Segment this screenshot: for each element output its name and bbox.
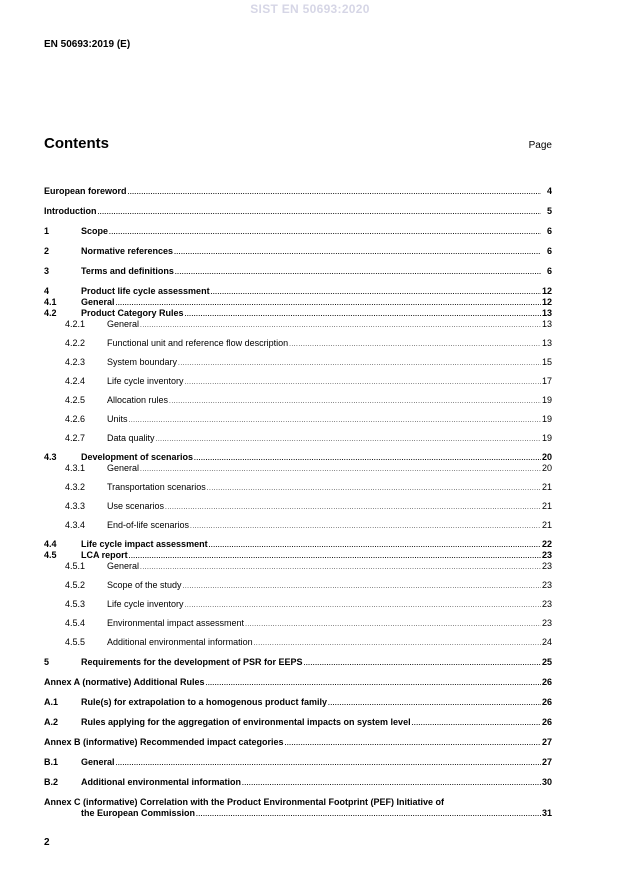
toc-entry-number: A.1	[44, 697, 59, 707]
toc-entry-title: Use scenarios	[107, 501, 165, 511]
toc-entry-page: 4	[546, 186, 552, 196]
toc-leader	[165, 502, 541, 513]
toc-entry-page: 26	[541, 677, 552, 687]
toc-entry-title: Units	[107, 414, 128, 424]
toc-entry-number: 4.4	[44, 539, 57, 549]
toc-entry-page: 12	[541, 286, 552, 296]
toc-entry-annex-c[interactable]	[44, 797, 552, 808]
toc-entry-number: 4.3	[44, 452, 57, 462]
toc-entry-title: Life cycle impact assessment	[81, 539, 208, 549]
toc-leader	[289, 339, 541, 350]
toc-entry-4-5-3[interactable]	[44, 599, 552, 611]
toc-entry-number: 4.1	[44, 297, 57, 307]
toc-entry-number: 4.2.6	[65, 414, 86, 424]
toc-entry-title: LCA report	[81, 550, 128, 560]
toc-leader	[109, 227, 541, 238]
toc-entry-page: 23	[541, 599, 552, 609]
toc-entry-4-2-7[interactable]	[44, 433, 552, 445]
toc-entry-page: 5	[546, 206, 552, 216]
toc-entry-page: 6	[546, 226, 552, 236]
toc-leader	[207, 483, 541, 494]
page-column-label: Page	[528, 140, 552, 151]
toc-entry-number: 4.2.1	[65, 319, 86, 329]
toc-entry-number: 4.5.1	[65, 561, 86, 571]
toc-entry-title: Normative references	[81, 246, 174, 256]
toc-entry-4-2-1[interactable]	[44, 319, 552, 331]
toc-entry-title: General	[81, 297, 115, 307]
toc-entry-page: 19	[541, 414, 552, 424]
toc-entry-page: 17	[541, 376, 552, 386]
toc-entry-page: 13	[541, 319, 552, 329]
toc-entry-number: B.1	[44, 757, 59, 767]
toc-entry-page: 13	[541, 338, 552, 348]
toc-entry-number: 4	[44, 286, 50, 296]
toc-entry-number: 4.2.7	[65, 433, 86, 443]
toc-entry-number: 4.3.3	[65, 501, 86, 511]
footer-page-number: 2	[44, 837, 50, 848]
toc-leader	[242, 778, 541, 789]
toc-leader	[245, 619, 541, 630]
toc-leader	[140, 562, 541, 573]
toc-entry-title: Product life cycle assessment	[81, 286, 210, 296]
toc-entry-title: Transportation scenarios	[107, 482, 206, 492]
toc-entry-4-3-4[interactable]	[44, 520, 552, 532]
toc-entry-title: General	[107, 463, 140, 473]
toc-entry-title: Product Category Rules	[81, 308, 184, 318]
toc-entry-page: 23	[541, 550, 552, 560]
toc-entry-page: 20	[541, 463, 552, 473]
toc-entry-annex-b[interactable]	[44, 737, 552, 749]
toc-entry-page: 15	[541, 357, 552, 367]
document-id: EN 50693:2019 (E)	[44, 39, 131, 50]
toc-entry-page: 6	[546, 246, 552, 256]
toc-entry-page: 12	[541, 297, 552, 307]
toc-leader	[206, 678, 541, 689]
toc-entry-page: 26	[541, 717, 552, 727]
toc-entry-number: 4.2.5	[65, 395, 86, 405]
toc-entry-number: 4.5.3	[65, 599, 86, 609]
toc-leader	[185, 377, 541, 388]
toc-entry-4-2-5[interactable]	[44, 395, 552, 407]
table-of-contents	[44, 186, 552, 820]
toc-leader	[190, 521, 541, 532]
toc-entry-title: Annex C (informative) Correlation with the Product Environmental Footprint (PEF) Initiative of	[44, 797, 445, 807]
toc-entry-page: 30	[541, 777, 552, 787]
toc-entry-page: 26	[541, 697, 552, 707]
toc-entry-title: the European Commission	[81, 808, 196, 818]
toc-entry-page: 27	[541, 737, 552, 747]
toc-leader	[328, 698, 541, 709]
toc-entry-page: 6	[546, 266, 552, 276]
toc-leader	[169, 396, 541, 407]
toc-entry-title: Scope	[81, 226, 109, 236]
toc-entry-4-2-2[interactable]	[44, 338, 552, 350]
toc-entry-4-5-1[interactable]	[44, 561, 552, 573]
toc-leader	[175, 267, 541, 278]
toc-entry-title: Development of scenarios	[81, 452, 194, 462]
toc-leader	[178, 358, 541, 369]
toc-entry-1[interactable]	[44, 226, 552, 238]
toc-leader	[140, 464, 541, 475]
toc-entry-4-2-3[interactable]	[44, 357, 552, 369]
toc-entry-page: 27	[541, 757, 552, 767]
toc-entry-number: 1	[44, 226, 50, 236]
toc-entry-number: 4.2	[44, 308, 57, 318]
toc-leader	[129, 415, 541, 426]
toc-leader	[304, 658, 541, 669]
toc-entry-page: 31	[541, 808, 552, 818]
toc-entry-title: Additional environmental information	[107, 637, 253, 647]
toc-entry-number: 4.5	[44, 550, 57, 560]
toc-entry-title: Annex B (informative) Recommended impact categories	[44, 737, 284, 747]
toc-entry-number: 4.3.4	[65, 520, 86, 530]
toc-entry-4-2-4[interactable]	[44, 376, 552, 388]
toc-entry-4-3-2[interactable]	[44, 482, 552, 494]
toc-leader	[185, 600, 541, 611]
toc-entry-2[interactable]	[44, 246, 552, 258]
toc-entry-annex-a[interactable]	[44, 677, 552, 689]
toc-entry-title: Rule(s) for extrapolation to a homogenous product family	[81, 697, 328, 707]
contents-title: Contents	[44, 135, 109, 152]
toc-leader	[128, 187, 541, 198]
toc-entry-a-1[interactable]	[44, 697, 552, 709]
toc-entry-title: Rules applying for the aggregation of environmental impacts on system level	[81, 717, 411, 727]
watermark: SIST EN 50693:2020	[250, 2, 370, 16]
toc-entry-page: 24	[541, 637, 552, 647]
toc-entry-title: General	[107, 319, 140, 329]
toc-entry-title: Terms and definitions	[81, 266, 174, 276]
toc-entry-page: 21	[541, 520, 552, 530]
toc-entry-title: Additional environmental information	[81, 777, 242, 787]
toc-leader	[196, 809, 541, 820]
toc-entry-title: European foreword	[44, 186, 127, 196]
toc-entry-title: Scope of the study	[107, 580, 182, 590]
toc-entry-number: 2	[44, 246, 50, 256]
toc-entry-page: 22	[541, 539, 552, 549]
toc-entry-b-1[interactable]	[44, 757, 552, 769]
toc-entry-title: General	[81, 757, 115, 767]
toc-entry-number: 4.3.2	[65, 482, 86, 492]
toc-entry-number: 3	[44, 266, 50, 276]
toc-entry-title: Life cycle inventory	[107, 599, 184, 609]
toc-leader	[285, 738, 541, 749]
toc-leader	[174, 247, 541, 258]
toc-entry-title: Life cycle inventory	[107, 376, 184, 386]
toc-entry-title: Allocation rules	[107, 395, 169, 405]
toc-entry-4-3-3[interactable]	[44, 501, 552, 513]
toc-entry-number: 4.5.2	[65, 580, 86, 590]
toc-entry-title: Functional unit and reference flow description	[107, 338, 289, 348]
toc-leader	[183, 581, 541, 592]
toc-entry-title: Requirements for the development of PSR for EEPS	[81, 657, 303, 667]
toc-entry-4-5-2[interactable]	[44, 580, 552, 592]
toc-leader	[140, 320, 541, 331]
toc-entry-page: 23	[541, 580, 552, 590]
toc-entry-b-2[interactable]	[44, 777, 552, 789]
toc-entry-4-5-4[interactable]	[44, 618, 552, 630]
toc-entry-annex-c-continued[interactable]	[44, 808, 552, 820]
toc-entry-introduction[interactable]	[44, 206, 552, 218]
toc-entry-title: General	[107, 561, 140, 571]
toc-leader	[98, 207, 542, 218]
toc-entry-page: 19	[541, 395, 552, 405]
toc-entry-title: System boundary	[107, 357, 178, 367]
toc-entry-number: 4.3.1	[65, 463, 86, 473]
toc-entry-european-foreword[interactable]	[44, 186, 552, 198]
toc-entry-title: End-of-life scenarios	[107, 520, 190, 530]
toc-entry-4-2-6[interactable]	[44, 414, 552, 426]
toc-entry-4-3-1[interactable]	[44, 463, 552, 475]
toc-entry-page: 21	[541, 482, 552, 492]
toc-entry-number: 5	[44, 657, 50, 667]
toc-entry-title: Annex A (normative) Additional Rules	[44, 677, 205, 687]
toc-leader	[116, 758, 541, 769]
toc-entry-page: 23	[541, 618, 552, 628]
toc-leader	[254, 638, 541, 649]
toc-entry-page: 21	[541, 501, 552, 511]
toc-entry-number: 4.5.4	[65, 618, 86, 628]
toc-entry-number: A.2	[44, 717, 59, 727]
toc-entry-4-5-5[interactable]	[44, 637, 552, 649]
toc-entry-page: 19	[541, 433, 552, 443]
toc-entry-page: 13	[541, 308, 552, 318]
toc-entry-3[interactable]	[44, 266, 552, 278]
toc-entry-5[interactable]	[44, 657, 552, 669]
toc-entry-number: 4.2.3	[65, 357, 86, 367]
toc-entry-number: B.2	[44, 777, 59, 787]
toc-leader	[412, 718, 541, 729]
toc-entry-title: Introduction	[44, 206, 97, 216]
toc-entry-title: Data quality	[107, 433, 155, 443]
toc-entry-page: 20	[541, 452, 552, 462]
toc-entry-title: Environmental impact assessment	[107, 618, 245, 628]
toc-leader	[156, 434, 541, 445]
toc-entry-a-2[interactable]	[44, 717, 552, 729]
toc-entry-number: 4.2.4	[65, 376, 86, 386]
toc-entry-number: 4.2.2	[65, 338, 86, 348]
toc-entry-page: 25	[541, 657, 552, 667]
toc-entry-page: 23	[541, 561, 552, 571]
toc-entry-number: 4.5.5	[65, 637, 86, 647]
